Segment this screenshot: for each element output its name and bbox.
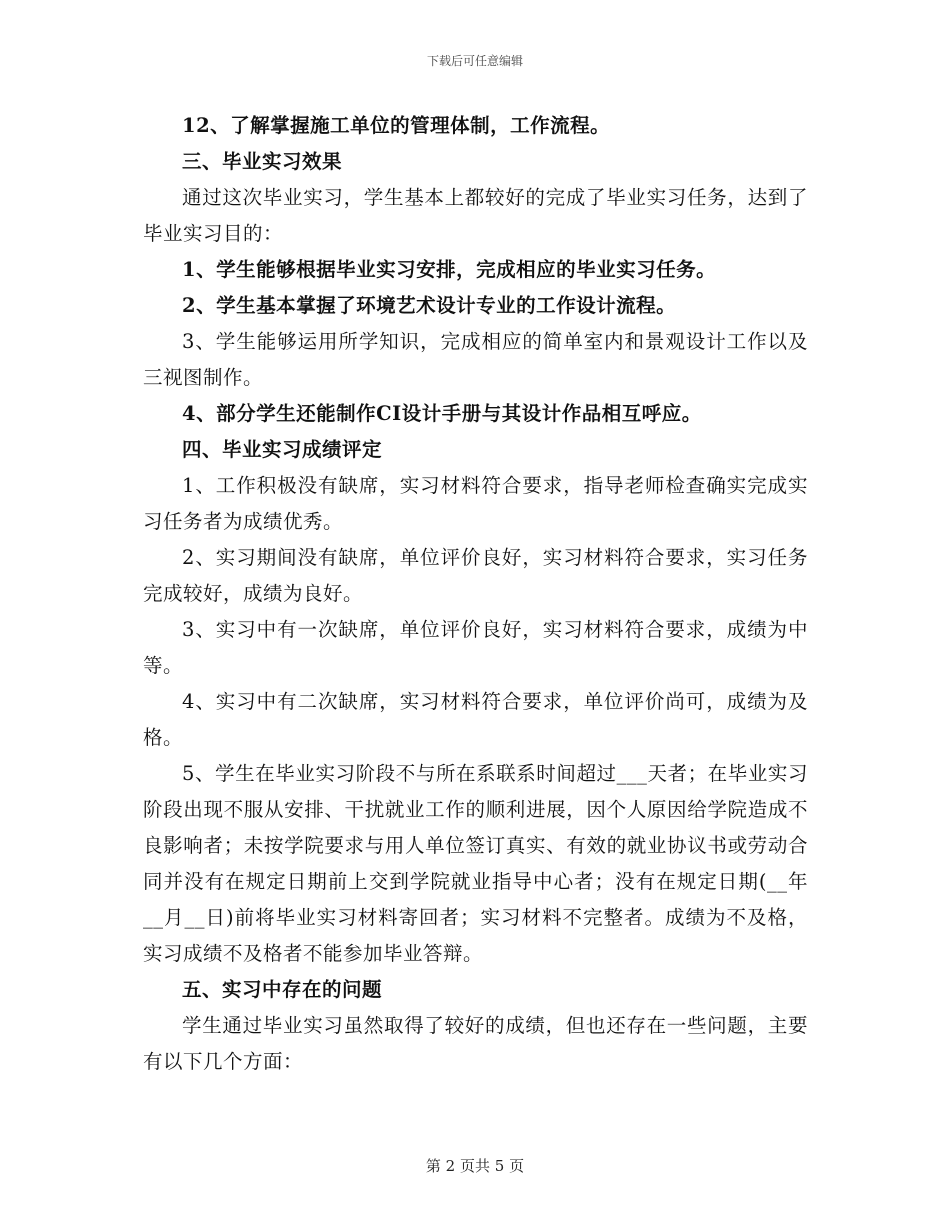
document-body: [143, 108, 808, 1080]
paragraph: 4、实习中有二次缺席，实习材料符合要求，单位评价尚可，成绩为及格。: [143, 690, 808, 749]
paragraph: 3、实习中有一次缺席，单位评价良好，实习材料符合要求，成绩为中等。: [143, 618, 808, 677]
paragraph: 通过这次毕业实习，学生基本上都较好的完成了毕业实习任务，达到了毕业实习目的：: [143, 186, 808, 245]
section-heading: 四、毕业实习成绩评定: [182, 438, 383, 461]
paragraph: 1、工作积极没有缺席，实习材料符合要求，指导老师检查确实完成实习任务者为成绩优秀。: [143, 474, 808, 533]
paragraph: 12、了解掌握施工单位的管理体制，工作流程。: [182, 114, 611, 137]
paragraph: 2、实习期间没有缺席，单位评价良好，实习材料符合要求，实习任务完成较好，成绩为良好。: [143, 546, 808, 605]
paragraph: 1、学生能够根据毕业实习安排，完成相应的毕业实习任务。: [182, 258, 717, 281]
page-header: 下载后可任意编辑: [426, 54, 523, 68]
paragraph: 5、学生在毕业实习阶段不与所在系联系时间超过___天者；在毕业实习阶段出现不服从安排、干扰就业工作的顺利进展，因个人原因给学院造成不良影响者；未按学院要求与用人单位签订真实、有效的就业协议书或劳动合同并没有在规定日期前上交到学院就业指导中心者；没有在规定日期(__年__月__日)前将毕业实习材料寄回者；实习材料不完整者。成绩为不及格，实习成绩不及格者不能参加毕业答辩。: [143, 762, 808, 965]
paragraph: 3、学生能够运用所学知识，完成相应的简单室内和景观设计工作以及三视图制作。: [143, 330, 808, 389]
section-heading: 五、实习中存在的问题: [182, 978, 383, 1001]
paragraph: 4、部分学生还能制作CI设计手册与其设计作品相互呼应。: [182, 402, 702, 425]
page-footer: 第 2 页共 5 页: [425, 1157, 525, 1175]
paragraph: 2、学生基本掌握了环境艺术设计专业的工作设计流程。: [182, 294, 677, 317]
section-heading: 三、毕业实习效果: [182, 150, 343, 173]
paragraph: 学生通过毕业实习虽然取得了较好的成绩，但也还存在一些问题，主要有以下几个方面：: [143, 1014, 808, 1073]
